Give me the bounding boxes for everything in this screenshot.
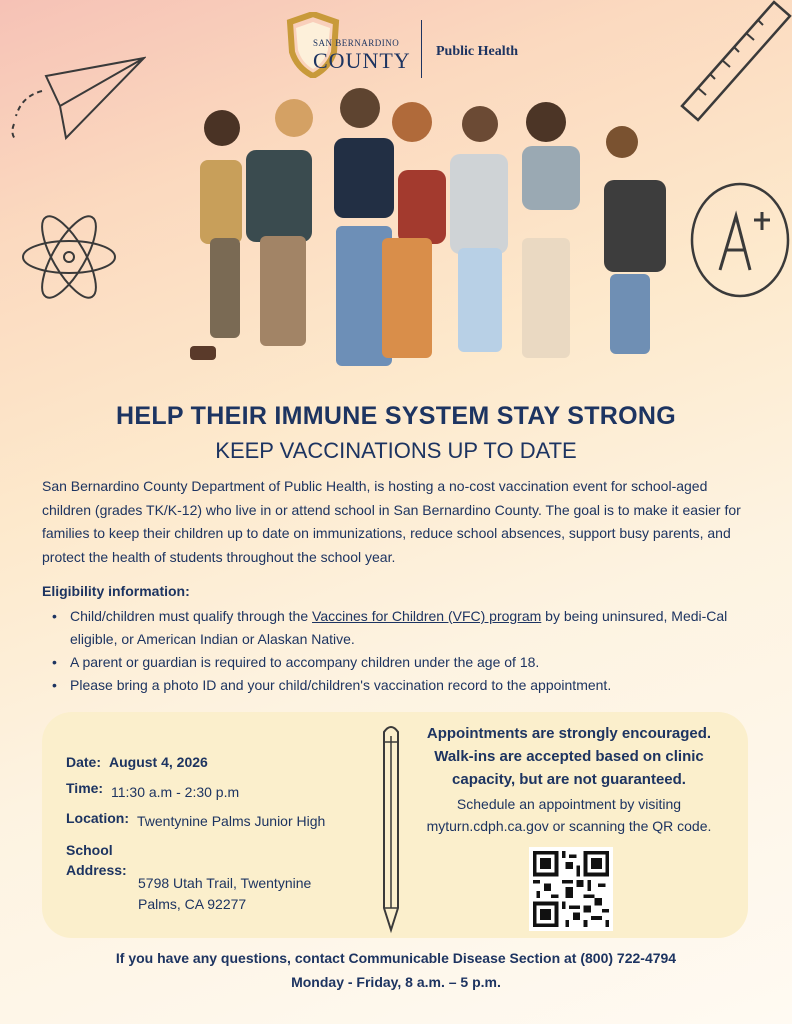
logo-text-county: COUNTY <box>313 48 411 73</box>
eligibility-title: Eligibility information: <box>42 583 190 599</box>
headline: HELP THEIR IMMUNE SYSTEM STAY STRONG <box>116 402 676 430</box>
contact-info: If you have any questions, contact Communicable Disease Section at (800) 722-4794 <box>115 950 677 966</box>
address-line1: 5798 Utah Trail, Twentynine <box>138 875 312 891</box>
address-label-line1: School <box>66 842 113 858</box>
logo-divider <box>421 20 422 78</box>
appointments-notice-line2: Walk-ins are accepted based on clinic <box>434 748 704 765</box>
appointments-notice <box>410 722 728 791</box>
schedule-instructions <box>410 793 728 837</box>
vfc-program-link[interactable]: Vaccines for Children (VFC) program <box>312 608 542 624</box>
date-value: August 4, 2026 <box>109 754 208 770</box>
logo-text-small: SAN BERNARDINO <box>313 38 400 48</box>
schedule-instructions-line1: Schedule an appointment by visiting <box>456 796 682 812</box>
address-line2: Palms, CA 92277 <box>138 896 247 912</box>
paper-plane-icon <box>6 46 146 146</box>
eligibility-item-vfc <box>70 605 760 651</box>
schedule-instructions-line2: myturn.cdph.ca.gov or scanning the QR code. <box>426 818 712 834</box>
eligibility-item-guardian: • A parent or guardian is required to accompany children under the age of 18. <box>70 651 760 674</box>
contact-hours: Monday - Friday, 8 a.m. – 5 p.m. <box>291 974 501 990</box>
qr-code-icon[interactable] <box>529 847 613 931</box>
time-value: 11:30 a.m - 2:30 p.m <box>111 784 240 800</box>
time-label: Time: <box>66 780 104 796</box>
location-label: Location: <box>66 810 129 826</box>
address-label-line2: Address: <box>66 862 127 878</box>
eligibility-list <box>70 605 760 697</box>
eligibility-item-photo-id: • Please bring a photo ID and your child/children's vaccination record to the appointment. <box>70 674 760 697</box>
ruler-icon <box>678 0 792 134</box>
a-plus-grade-icon <box>684 178 792 300</box>
atom-icon <box>18 204 120 310</box>
date-label: Date: <box>66 754 102 770</box>
appointments-notice-line3: capacity, but are not guaranteed. <box>452 771 686 788</box>
pencil-icon <box>380 722 402 934</box>
department-name: Public Health <box>436 44 519 59</box>
location-value: Twentynine Palms Junior High <box>137 813 326 829</box>
eligibility-item-1-text-before: Child/children must qualify through the <box>70 608 313 624</box>
children-backpacks-image <box>160 88 680 388</box>
eligibility-item-1-text-after: by being uninsured, Medi-Cal eligible, or American Indian or Alaskan Native. <box>70 608 728 647</box>
appointments-notice-line1: Appointments are strongly encouraged. <box>426 725 712 742</box>
intro-paragraph: San Bernardino County Department of Public Health, is hosting a no-cost vaccination event for school-aged children (grades TK/K-12) who live in or attend school in San Bernardino County. The goal is to make it easier for families to keep their children up to date on immunizations, reduce school absences, support busy parents, and protect the health of students throughout the school year. <box>42 478 741 565</box>
subheadline: KEEP VACCINATIONS UP TO DATE <box>215 438 577 463</box>
